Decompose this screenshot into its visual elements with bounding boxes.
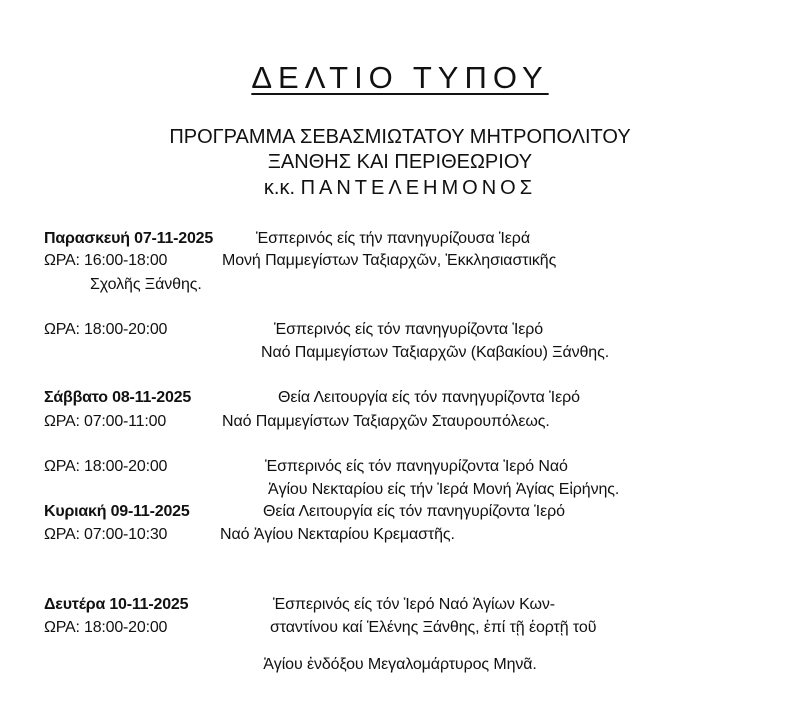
event-description-line: Ἁγίου ἐνδόξου Μεγαλομάρτυρος Μηνᾶ. <box>263 656 537 673</box>
event-description-line: Ἑσπερινός είς τήν πανηγυρίζουσα Ἱερά <box>256 230 530 247</box>
honorific-prefix: κ.κ. <box>263 177 296 199</box>
event-description-line: Ναό Παμμεγίστων Ταξιαρχῶν (Καβακίου) Ξάνθης. <box>261 344 610 361</box>
event-description-line: Θεία Λειτουργία είς τόν πανηγυρίζοντα Ἱερό <box>278 389 580 406</box>
metropolitan-name: ΠΑΝΤΕΛΕΗΜΟΝΟΣ <box>300 177 537 199</box>
event-description-line: Ἑσπερινός είς τόν πανηγυρίζοντα Ἱερό Ναό <box>265 458 568 475</box>
header-line-2: ΞΑΝΘΗΣ ΚΑΙ ΠΕΡΙΘΕΩΡΙΟΥ <box>267 151 533 173</box>
event-time: ΩΡΑ: 07:00-10:30 <box>44 526 168 543</box>
event-date: Δευτέρα 10-11-2025 <box>44 596 189 613</box>
event-time: ΩΡΑ: 18:00-20:00 <box>44 458 168 475</box>
event-time: ΩΡΑ: 16:00-18:00 <box>44 252 168 269</box>
event-date: Κυριακή 09-11-2025 <box>44 503 190 520</box>
event-description-line: Θεία Λειτουργία είς τόν πανηγυρίζοντα Ἱερό <box>263 503 565 520</box>
document-title: ΔΕΛΤΙΟ ΤΥΠΟΥ <box>251 60 549 95</box>
event-date: Σάββατο 08-11-2025 <box>44 389 192 406</box>
event-date: Παρασκευή 07-11-2025 <box>44 230 214 247</box>
header-line-1: ΠΡΟΓΡΑΜΜΑ ΣΕΒΑΣΜΙΩΤΑΤΟΥ ΜΗΤΡΟΠΟΛΙΤΟΥ <box>169 126 631 148</box>
event-description-line: Μονή Παμμεγίστων Ταξιαρχῶν, Ἐκκλησιαστικῆς <box>222 252 557 269</box>
header-line-3 <box>0 177 800 200</box>
event-description-line: Σχολῆς Ξάνθης. <box>90 276 202 293</box>
event-time: ΩΡΑ: 07:00-11:00 <box>44 413 167 430</box>
event-time: ΩΡΑ: 18:00-20:00 <box>44 619 168 636</box>
event-description-line: Ναό Παμμεγίστων Ταξιαρχῶν Σταυρουπόλεως. <box>222 413 550 430</box>
event-description-line: σταντίνου καί Ἑλένης Ξάνθης, ἐπί τῇ ἑορτῇ τοῦ <box>270 619 597 636</box>
event-description-line: Ἑσπερινός είς τόν Ἱερό Ναό Ἁγίων Κων- <box>273 596 555 613</box>
event-description-line: Ἁγίου Νεκταρίου είς τήν Ἱερά Μονή Ἁγίας Εἰρήνης. <box>268 481 620 498</box>
event-time: ΩΡΑ: 18:00-20:00 <box>44 321 168 338</box>
event-description-line: Ναό Ἁγίου Νεκταρίου Κρεμαστῆς. <box>220 526 455 543</box>
event-description-line: Ἑσπερινός είς τόν πανηγυρίζοντα Ἱερό <box>274 321 544 338</box>
